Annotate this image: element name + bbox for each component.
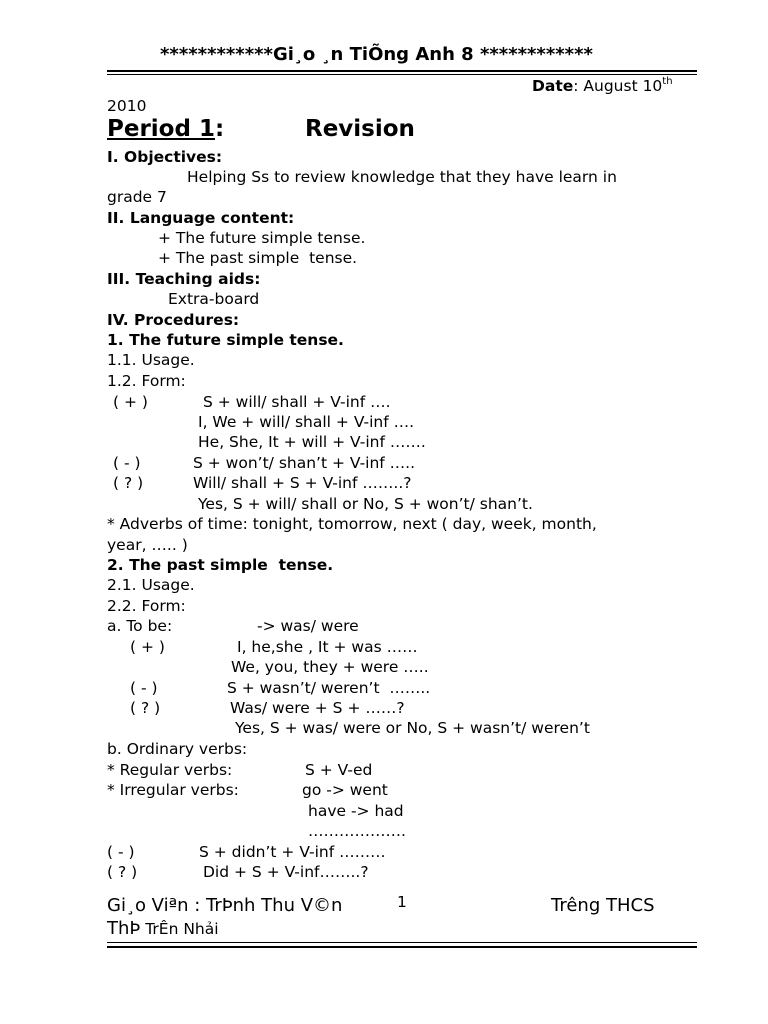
date-line (532, 77, 673, 98)
irregular-verb-ellipsis: ………………. (308, 822, 406, 840)
form-marker-question: ( ? ) (130, 699, 161, 717)
footer-teacher: Gi¸o Viªn : TrÞnh Thu V©n (107, 895, 343, 916)
date-value: : August 10 (573, 77, 663, 95)
form-rule: We, you, they + were ….. (231, 658, 429, 676)
form-rule: I, We + will/ shall + V-inf …. (198, 413, 415, 431)
teaching-aid: Extra-board (168, 290, 260, 308)
to-be-label: a. To be: (107, 617, 173, 635)
form-rule: S + wasn’t/ weren’t …….. (227, 679, 431, 697)
subsection-form: 2.2. Form: (107, 597, 186, 615)
subsection-usage: 2.1. Usage. (107, 576, 195, 594)
topic-past-simple: 2. The past simple tense. (107, 556, 334, 574)
adverbs-line-cont: year, ….. ) (107, 536, 188, 554)
footer-school-cont-b: TrÊn Nhải (140, 920, 219, 938)
regular-verbs-rule: S + V-ed (305, 761, 373, 779)
form-rule: Will/ shall + S + V-inf ……..? (193, 474, 412, 492)
date-sup: th (662, 76, 673, 87)
content-item: + The past simple tense. (158, 249, 358, 267)
header-rule-thin (107, 74, 697, 75)
footer-rule-thick (107, 946, 697, 948)
date-label: Date (532, 77, 574, 95)
footer-school-cont (107, 918, 219, 939)
ordinary-verbs-label: b. Ordinary verbs: (107, 740, 248, 758)
to-be-forms: -> was/ were (257, 617, 359, 635)
objective-text: Helping Ss to review knowledge that they have learn in (187, 168, 617, 186)
form-marker-positive: ( + ) (130, 638, 165, 656)
section-language-content: II. Language content: (107, 209, 295, 227)
content-item: + The future simple tense. (158, 229, 366, 247)
form-marker-negative: ( - ) (107, 843, 135, 861)
form-rule: I, he,she , It + was …… (237, 638, 418, 656)
form-rule: S + will/ shall + V-inf …. (203, 393, 391, 411)
objective-text-cont: grade 7 (107, 188, 167, 206)
period-title: Revision (305, 116, 415, 142)
form-rule: S + won’t/ shan’t + V-inf ….. (193, 454, 416, 472)
section-objectives: I. Objectives: (107, 148, 223, 166)
footer-school-cont-a: ThÞ (107, 918, 141, 939)
page-number: 1 (397, 893, 407, 911)
period-label: Period 1 (107, 116, 215, 142)
footer-school: Trêng THCS (551, 895, 655, 916)
form-marker-negative: ( - ) (113, 454, 141, 472)
form-rule: Yes, S + will/ shall or No, S + won’t/ shan’t. (198, 495, 533, 513)
irregular-verb-example: go -> went (302, 781, 388, 799)
form-rule: Did + S + V-inf……..? (203, 863, 369, 881)
irregular-verbs-label: * Irregular verbs: (107, 781, 239, 799)
period-colon: : (214, 116, 225, 142)
form-marker-question: ( ? ) (107, 863, 138, 881)
period-heading (107, 116, 224, 142)
section-teaching-aids: III. Teaching aids: (107, 270, 261, 288)
subsection-usage: 1.1. Usage. (107, 351, 195, 369)
form-marker-positive: ( + ) (113, 393, 148, 411)
regular-verbs-label: * Regular verbs: (107, 761, 233, 779)
header-rule-thick (107, 70, 697, 72)
section-procedures: IV. Procedures: (107, 311, 240, 329)
form-rule: He, She, It + will + V-inf ……. (198, 433, 426, 451)
form-rule: S + didn’t + V-inf ……… (199, 843, 386, 861)
form-marker-negative: ( - ) (130, 679, 158, 697)
irregular-verb-example: have -> had (308, 802, 404, 820)
adverbs-line: * Adverbs of time: tonight, tomorrow, next ( day, week, month, (107, 515, 597, 533)
form-rule: Yes, S + was/ were or No, S + wasn’t/ weren’t (235, 719, 590, 737)
date-year: 2010 (107, 97, 147, 115)
form-marker-question: ( ? ) (113, 474, 144, 492)
header-title: ************Gi¸o ¸n TiÕng Anh 8 ************ (160, 44, 593, 65)
footer-rule-thin (107, 942, 697, 943)
form-rule: Was/ were + S + ……? (230, 699, 405, 717)
subsection-form: 1.2. Form: (107, 372, 186, 390)
topic-future-simple: 1. The future simple tense. (107, 331, 344, 349)
